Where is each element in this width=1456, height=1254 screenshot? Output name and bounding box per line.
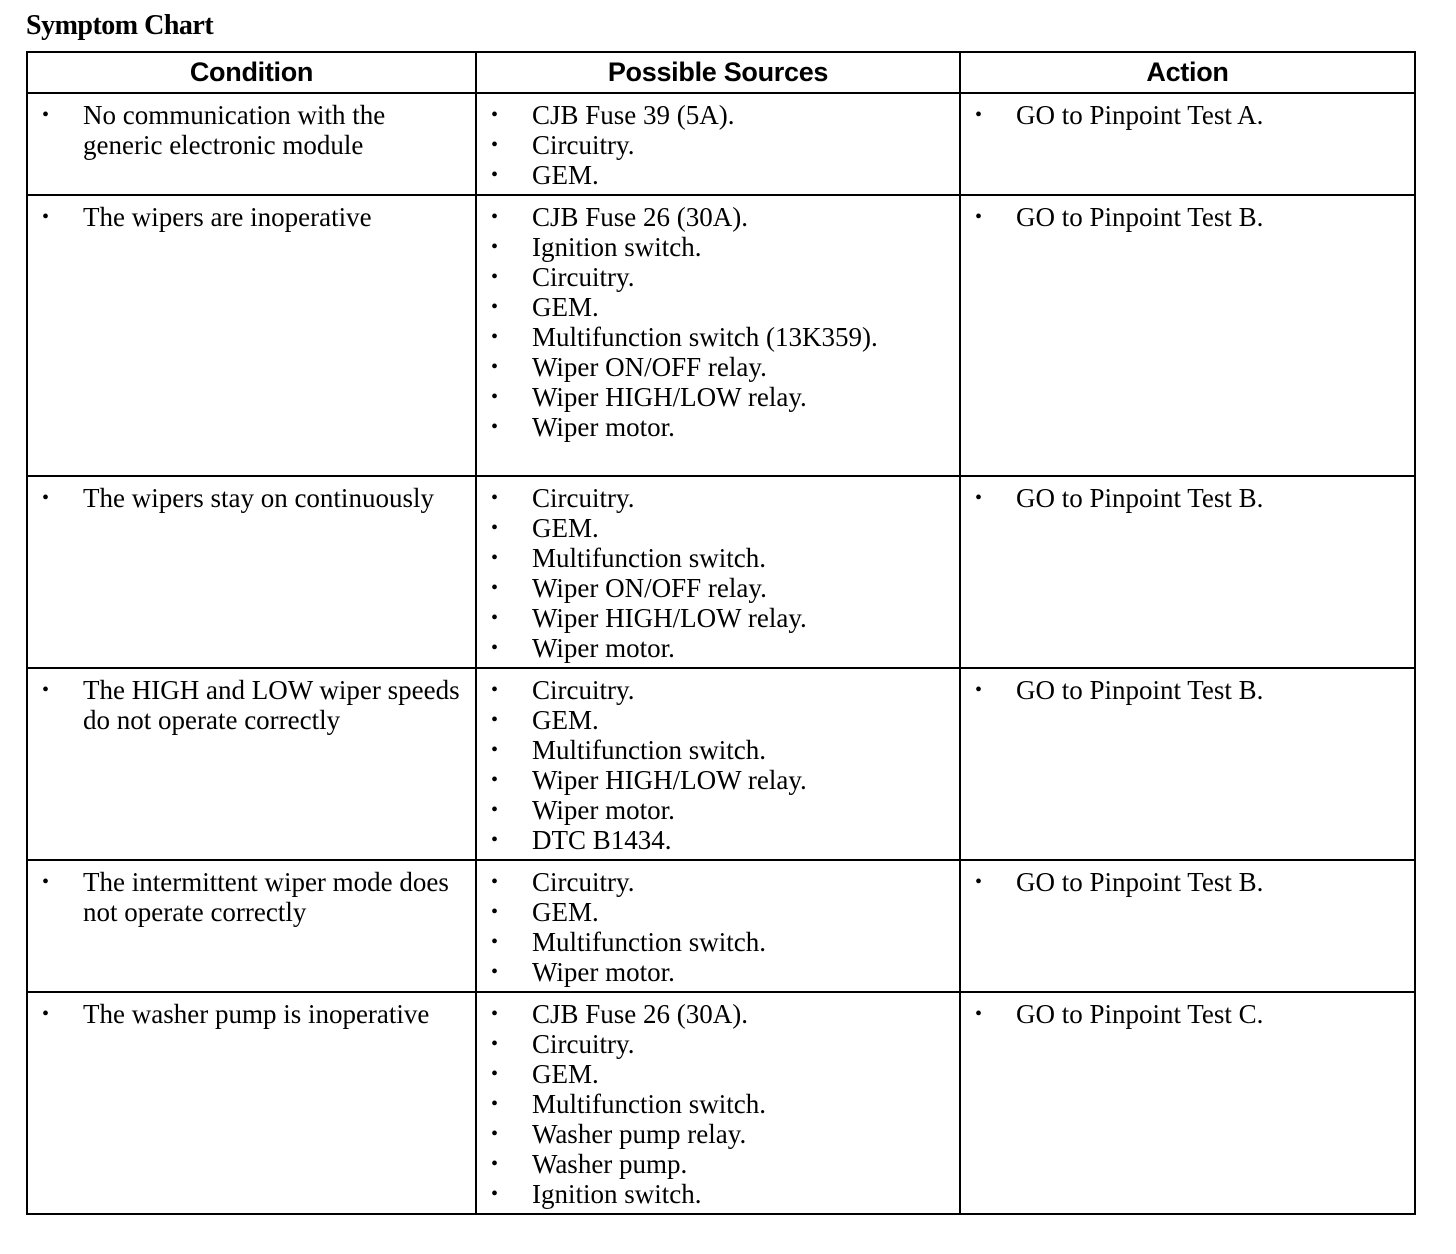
table-body [27, 93, 1415, 1214]
action-text: • GO to Pinpoint Test B. [961, 675, 1414, 705]
action-list [961, 669, 1414, 709]
table-row [27, 195, 1415, 476]
action-text: • GO to Pinpoint Test A. [961, 100, 1414, 130]
possible-source-item: • GEM. [477, 292, 959, 322]
possible-source-item: • Circuitry. [477, 675, 959, 705]
action-text: • GO to Pinpoint Test B. [961, 202, 1414, 232]
possible-sources-header: Possible Sources [476, 52, 960, 93]
action-cell [960, 476, 1415, 668]
possible-source-item: • GEM. [477, 513, 959, 543]
possible-source-item: • Wiper HIGH/LOW relay. [477, 382, 959, 412]
possible-source-item: • CJB Fuse 39 (5A). [477, 100, 959, 130]
condition-cell [27, 992, 476, 1214]
possible-source-item: • Ignition switch. [477, 232, 959, 262]
possible-sources-cell [476, 93, 960, 195]
possible-sources-list [477, 861, 959, 991]
possible-source-item: • Washer pump. [477, 1149, 959, 1179]
table-row [27, 668, 1415, 860]
action-cell [960, 195, 1415, 476]
condition-list [28, 196, 475, 236]
action-text: • GO to Pinpoint Test C. [961, 999, 1414, 1029]
action-list [961, 861, 1414, 901]
table-row [27, 476, 1415, 668]
table-row [27, 992, 1415, 1214]
condition-text: • The washer pump is inoperative [28, 999, 475, 1029]
possible-source-item: • Wiper HIGH/LOW relay. [477, 603, 959, 633]
possible-sources-list [477, 196, 959, 446]
action-text: • GO to Pinpoint Test B. [961, 483, 1414, 513]
possible-source-item: • Circuitry. [477, 867, 959, 897]
condition-cell [27, 93, 476, 195]
condition-text: • The wipers are inoperative [28, 202, 475, 232]
condition-header: Condition [27, 52, 476, 93]
possible-source-item: • Circuitry. [477, 483, 959, 513]
condition-list [28, 993, 475, 1033]
possible-source-item: • Washer pump relay. [477, 1119, 959, 1149]
condition-list [28, 94, 475, 164]
possible-sources-list [477, 669, 959, 859]
condition-cell [27, 476, 476, 668]
table-row [27, 860, 1415, 992]
possible-sources-list [477, 477, 959, 667]
table-row [27, 93, 1415, 195]
action-text: • GO to Pinpoint Test B. [961, 867, 1414, 897]
condition-list [28, 477, 475, 517]
action-list [961, 993, 1414, 1033]
condition-list [28, 669, 475, 739]
condition-list [28, 861, 475, 931]
possible-source-item: • Wiper motor. [477, 795, 959, 825]
possible-source-item: • CJB Fuse 26 (30A). [477, 999, 959, 1029]
possible-sources-list [477, 94, 959, 194]
condition-cell [27, 860, 476, 992]
possible-sources-cell [476, 860, 960, 992]
action-header: Action [960, 52, 1415, 93]
possible-source-item: • GEM. [477, 705, 959, 735]
action-cell [960, 668, 1415, 860]
condition-cell [27, 195, 476, 476]
possible-source-item: • GEM. [477, 1059, 959, 1089]
condition-text: • No communication with the generic electronic module [28, 100, 475, 160]
possible-source-item: • CJB Fuse 26 (30A). [477, 202, 959, 232]
possible-sources-cell [476, 992, 960, 1214]
condition-text: • The wipers stay on continuously [28, 483, 475, 513]
condition-text: • The intermittent wiper mode does not operate correctly [28, 867, 475, 927]
possible-sources-cell [476, 476, 960, 668]
possible-source-item: • Ignition switch. [477, 1179, 959, 1209]
possible-source-item: • Multifunction switch (13K359). [477, 322, 959, 352]
possible-source-item: • Wiper motor. [477, 957, 959, 987]
possible-source-item: • Multifunction switch. [477, 735, 959, 765]
possible-source-item: • Wiper ON/OFF relay. [477, 352, 959, 382]
action-cell [960, 93, 1415, 195]
possible-source-item: • Wiper motor. [477, 633, 959, 663]
possible-source-item: • Circuitry. [477, 262, 959, 292]
condition-text: • The HIGH and LOW wiper speeds do not operate correctly [28, 675, 475, 735]
possible-sources-list [477, 993, 959, 1213]
action-cell [960, 992, 1415, 1214]
possible-source-item: • Wiper ON/OFF relay. [477, 573, 959, 603]
symptom-table [26, 51, 1416, 1215]
possible-source-item: • Circuitry. [477, 1029, 959, 1059]
action-list [961, 94, 1414, 134]
condition-cell [27, 668, 476, 860]
possible-sources-cell [476, 668, 960, 860]
possible-source-item: • Wiper motor. [477, 412, 959, 442]
table-header-row [27, 52, 1415, 93]
possible-source-item: • GEM. [477, 897, 959, 927]
possible-source-item: • Circuitry. [477, 130, 959, 160]
action-list [961, 196, 1414, 236]
possible-sources-cell [476, 195, 960, 476]
possible-source-item: • Multifunction switch. [477, 927, 959, 957]
action-cell [960, 860, 1415, 992]
page-title: Symptom Chart [26, 10, 214, 41]
possible-source-item: • Multifunction switch. [477, 1089, 959, 1119]
action-list [961, 477, 1414, 517]
possible-source-item: • Multifunction switch. [477, 543, 959, 573]
possible-source-item: • DTC B1434. [477, 825, 959, 855]
possible-source-item: • GEM. [477, 160, 959, 190]
possible-source-item: • Wiper HIGH/LOW relay. [477, 765, 959, 795]
